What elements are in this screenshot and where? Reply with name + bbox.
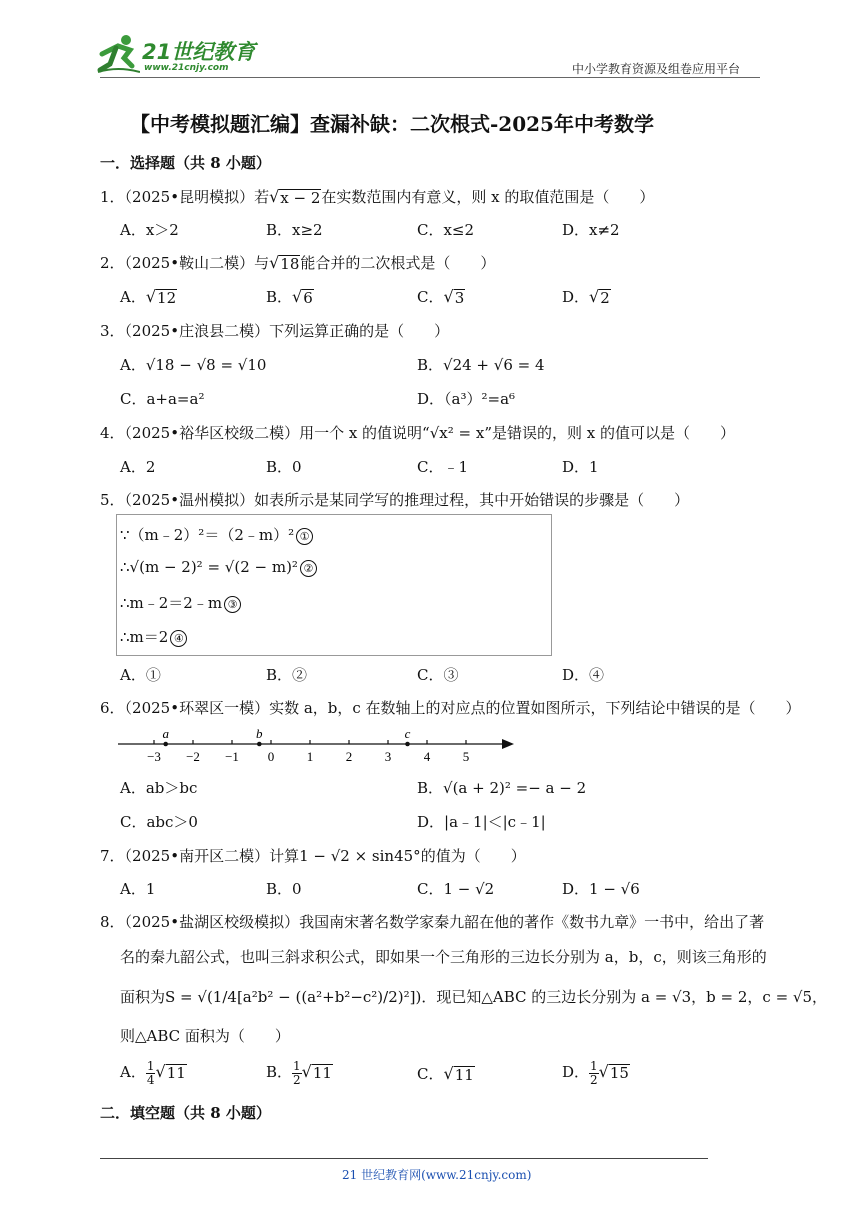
q8-option-c[interactable]: C． √ 11 xyxy=(417,1064,474,1084)
footer-divider xyxy=(100,1158,708,1159)
step-1-text: ∵（m﹣2）²＝（2﹣m）² xyxy=(120,526,295,544)
logo-main-text: 21世纪教育 xyxy=(142,40,256,64)
footer-text: 21 世纪教育网(www.21cnjy.com) xyxy=(342,1168,532,1182)
tick-label: 3 xyxy=(384,749,392,764)
number-line xyxy=(116,726,526,766)
q4-formula: √x² = x xyxy=(429,424,485,442)
point-a xyxy=(163,742,168,747)
q8-option-b[interactable]: B． $\frac{1}{2}$ √ 11 xyxy=(266,1059,332,1087)
point-label-c: c xyxy=(404,726,411,741)
q1-post: 在实数范围内有意义，则 x 的取值范围是（ ） xyxy=(321,188,655,206)
point-c xyxy=(405,742,410,747)
q4-option-b[interactable]: B．0 xyxy=(266,458,302,476)
q6-option-b[interactable]: B．√(a + 2)² =− a − 2 xyxy=(417,779,587,797)
q3-option-c[interactable]: C．a+a=a² xyxy=(120,390,205,408)
page-title: 【中考模拟题汇编】查漏补缺：二次根式-2025年中考数学 xyxy=(130,112,654,136)
section-heading-fill: 二．填空题（共 8 小题） xyxy=(100,1104,271,1122)
q3-option-a[interactable]: A．√18 − √8 = √10 xyxy=(120,356,267,374)
q8-a-label: A． xyxy=(120,1063,146,1082)
question-8-line-4: 则△ABC 面积为（ ） xyxy=(120,1027,290,1045)
q4-pre: 4．（2025•裕华区校级二模）用一个 x 的值说明“ xyxy=(100,424,430,442)
tick-label: 0 xyxy=(267,749,275,764)
step-4-text: ∴m＝2 xyxy=(120,628,169,646)
q4-option-a[interactable]: A．2 xyxy=(120,458,156,476)
q2-b-label: B． xyxy=(266,288,293,306)
q4-option-c[interactable]: C．﹣1 xyxy=(417,458,469,476)
q1-option-a[interactable]: A．x＞2 xyxy=(120,221,179,239)
q7-option-d[interactable]: D．1 − √6 xyxy=(562,880,640,898)
section-heading-choice: 一．选择题（共 8 小题） xyxy=(100,154,271,172)
q7-pre: 7．（2025•南开区二模）计算 xyxy=(100,847,300,865)
q5-option-d[interactable]: D．④ xyxy=(562,666,605,684)
q7-option-a[interactable]: A．1 xyxy=(120,880,156,898)
logo xyxy=(96,32,256,78)
q5-option-c[interactable]: C．③ xyxy=(417,666,459,684)
q5-option-b[interactable]: B．② xyxy=(266,666,308,684)
q2-option-b[interactable]: B． √ 6 xyxy=(266,287,313,307)
question-8-line-3 xyxy=(120,986,827,1007)
q2-c-label: C． xyxy=(417,288,444,306)
q8-b-label: B． xyxy=(266,1063,293,1082)
q8-d-label: D． xyxy=(562,1063,590,1082)
q3-option-b[interactable]: B．√24 + √6 = 4 xyxy=(417,356,545,374)
question-5-stem: 5．（2025•温州模拟）如表所示是某同学写的推理过程，其中开始错误的步骤是（ ） xyxy=(100,491,690,509)
q2-pre: 2．（2025•鞍山二模）与 xyxy=(100,254,270,272)
logo-sub-text: www.21cnjy.com xyxy=(144,63,229,73)
header-right-text: 中小学教育资源及组卷应用平台 xyxy=(572,62,741,76)
q2-d-rad: 2 xyxy=(600,289,610,307)
tick-label: 5 xyxy=(462,749,470,764)
q2-option-a[interactable]: A． √ 12 xyxy=(120,287,177,307)
reasoning-step-1 xyxy=(120,524,313,545)
q3-option-d[interactable]: D．（a³）²=a⁶ xyxy=(417,390,516,408)
tick-label: 4 xyxy=(423,749,431,764)
step-2-mark: ② xyxy=(300,560,317,577)
step-3-mark: ③ xyxy=(224,596,241,613)
question-6-stem: 6．（2025•环翠区一模）实数 a，b，c 在数轴上的对应点的位置如图所示，下列结论中错误的是（ ） xyxy=(100,699,801,717)
q4-option-d[interactable]: D．1 xyxy=(562,458,599,476)
tick-label: 1 xyxy=(306,749,314,764)
q8-line3-post: ．现已知△ABC 的三边长分别为 a = √3，b = 2，c = √5， xyxy=(421,988,828,1006)
question-7-stem xyxy=(100,845,526,866)
question-4-stem xyxy=(100,422,735,443)
question-2-stem xyxy=(100,252,495,273)
tick-label: −2 xyxy=(186,749,200,764)
q2-a-rad: 12 xyxy=(157,289,177,307)
step-4-mark: ④ xyxy=(170,630,187,647)
q7-option-b[interactable]: B．0 xyxy=(266,880,302,898)
q1-option-c[interactable]: C．x≤2 xyxy=(417,221,475,239)
step-2-text: ∴√(m − 2)² = √(2 − m)² xyxy=(120,558,298,576)
point-label-a: a xyxy=(162,726,169,741)
q4-post: ”是错误的，则 x 的值可以是（ ） xyxy=(484,424,736,442)
q2-option-c[interactable]: C． √ 3 xyxy=(417,287,465,307)
q2-b-rad: 6 xyxy=(303,289,313,307)
tick-label: −1 xyxy=(225,749,239,764)
step-3-text: ∴m﹣2＝2﹣m xyxy=(120,594,223,612)
q7-formula: 1 − √2 × sin45° xyxy=(299,847,421,865)
reasoning-step-2 xyxy=(120,558,317,577)
q8-c-label: C． xyxy=(417,1065,444,1083)
point-label-b: b xyxy=(256,726,263,741)
header-divider xyxy=(100,77,760,78)
q8-option-d[interactable]: D． $\frac{1}{2}$ √ 15 xyxy=(562,1059,629,1087)
q2-option-d[interactable]: D． √ 2 xyxy=(562,287,610,307)
question-8-line-2: 名的秦九韶公式，也叫三斜求积公式，即如果一个三角形的三边长分别为 a，b，c，则该三角形的 xyxy=(120,948,767,966)
q7-post: 的值为（ ） xyxy=(420,847,526,865)
q2-d-label: D． xyxy=(562,288,590,306)
reasoning-step-3 xyxy=(120,592,241,613)
q5-option-a[interactable]: A．① xyxy=(120,666,161,684)
q7-option-c[interactable]: C．1 − √2 xyxy=(417,880,495,898)
q8-area-formula: S = √(1/4[a²b² − ((a²+b²−c²)/2)²]) xyxy=(165,988,422,1006)
q8-option-a[interactable]: A． $\frac{1}{4}$ √ 11 xyxy=(120,1059,186,1087)
q8-line3-pre: 面积为 xyxy=(120,988,166,1006)
question-1-stem xyxy=(100,186,654,207)
tick-label: −3 xyxy=(147,749,161,764)
reasoning-step-4 xyxy=(120,626,187,647)
question-3-stem: 3．（2025•庄浪县二模）下列运算正确的是（ ） xyxy=(100,322,450,340)
q1-pre: 1．（2025•昆明模拟）若 xyxy=(100,188,270,206)
q6-option-d[interactable]: D．|a﹣1|＜|c﹣1| xyxy=(417,813,546,831)
point-b xyxy=(257,742,262,747)
q1-radical: √ x − 2 xyxy=(269,187,321,207)
q2-a-label: A． xyxy=(120,288,146,306)
q2-post: 能合并的二次根式是（ ） xyxy=(300,254,496,272)
q1-option-b[interactable]: B．x≥2 xyxy=(266,221,323,239)
runner-logo-icon xyxy=(96,32,140,76)
number-line-arrow-icon xyxy=(502,739,514,749)
q6-option-c[interactable]: C．abc＞0 xyxy=(120,813,198,831)
q6-option-a[interactable]: A．ab＞bc xyxy=(120,779,198,797)
step-1-mark: ① xyxy=(296,528,313,545)
question-8-line-1: 8．（2025•盐湖区校级模拟）我国南宋著名数学家秦九韶在他的著作《数书九章》一书中，给出了著 xyxy=(100,913,765,931)
tick-label: 2 xyxy=(345,749,353,764)
q1-option-d[interactable]: D．x≠2 xyxy=(562,221,620,239)
q2-c-rad: 3 xyxy=(454,289,465,307)
q2-radical: √ 18 xyxy=(269,253,300,273)
